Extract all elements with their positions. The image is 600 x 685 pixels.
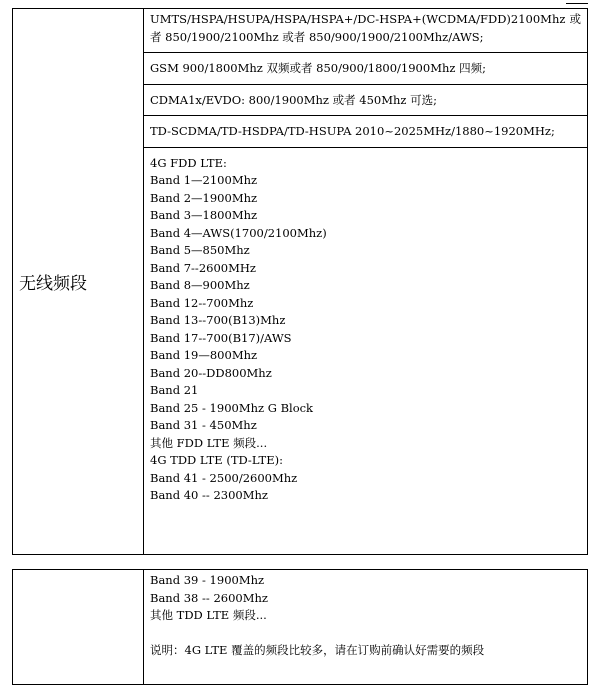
band-line: Band 5—850Mhz xyxy=(150,243,250,257)
page-corner-mark xyxy=(566,0,588,4)
band-line: Band 12--700Mhz xyxy=(150,295,254,310)
band-line: 其他 TDD LTE 频段... xyxy=(150,608,267,622)
band-line: Band 17--700(B17)/AWS xyxy=(150,330,292,345)
band-line: Band 38 -- 2600Mhz xyxy=(150,590,268,605)
band-line: Band 25 - 1900Mhz G Block xyxy=(150,400,314,415)
band-line: 其他 FDD LTE 频段... xyxy=(150,435,268,450)
band-line: Band 19—800Mhz xyxy=(150,348,258,362)
label-cell xyxy=(13,9,144,555)
frequency-table-continued xyxy=(12,569,588,685)
freq-row-umts xyxy=(144,9,588,53)
band-line: Band 41 - 2500/2600Mhz xyxy=(150,470,298,485)
blank-line xyxy=(150,625,581,642)
band-line: Band 1—2100Mhz xyxy=(150,173,258,187)
band-line: Band 39 - 1900Mhz xyxy=(150,573,265,587)
freq-row-gsm xyxy=(144,53,588,85)
band-line: 4G TDD LTE (TD-LTE): xyxy=(150,453,283,467)
freq-row-tdscdma xyxy=(144,116,588,148)
freq-row-text: TD-SCDMA/TD-HSDPA/TD-HSUPA 2010~2025MHz/1880~1920MHz; xyxy=(150,124,555,138)
freq-row-text: GSM 900/1800Mhz 双频或者 850/900/1800/1900Mhz 四频; xyxy=(150,61,486,75)
band-line: Band 31 - 450Mhz xyxy=(150,418,257,432)
freq-row-text: CDMA1x/EVDO: 800/1900Mhz 或者 450Mhz 可选; xyxy=(150,92,438,107)
band-line: Band 20--DD800Mhz xyxy=(150,365,272,380)
band-line: Band 13--700(B13)Mhz xyxy=(150,313,286,327)
frequency-table xyxy=(12,8,588,555)
band-line: Band 4—AWS(1700/2100Mhz) xyxy=(150,225,327,240)
band-line: Band 3—1800Mhz xyxy=(150,208,258,222)
freq-row-cdma xyxy=(144,84,588,116)
band-line: Band 8—900Mhz xyxy=(150,278,250,292)
lte-band-cell xyxy=(144,147,588,555)
band-line: Band 7--2600MHz xyxy=(150,260,256,275)
continued-band-cell xyxy=(144,570,588,685)
freq-row-text: UMTS/HSPA/HSUPA/HSPA/HSPA+/DC-HSPA+(WCDMA/FDD)2100Mhz 或者 850/1900/2100Mhz 或者 850/900/1900/2100Mhz/AWS; xyxy=(150,12,581,44)
band-line: Band 40 -- 2300Mhz xyxy=(150,488,268,502)
band-line: 4G FDD LTE: xyxy=(150,155,227,170)
lte-band-list xyxy=(144,148,587,507)
continued-band-list xyxy=(144,570,587,661)
band-line: Band 2—1900Mhz xyxy=(150,190,258,205)
band-note: 说明：4G LTE 覆盖的频段比较多，请在订购前确认好需要的频段 xyxy=(150,642,485,657)
band-line: Band 21 xyxy=(150,383,199,397)
empty-label-cell xyxy=(13,570,144,685)
section-label: 无线频段 xyxy=(19,274,87,294)
